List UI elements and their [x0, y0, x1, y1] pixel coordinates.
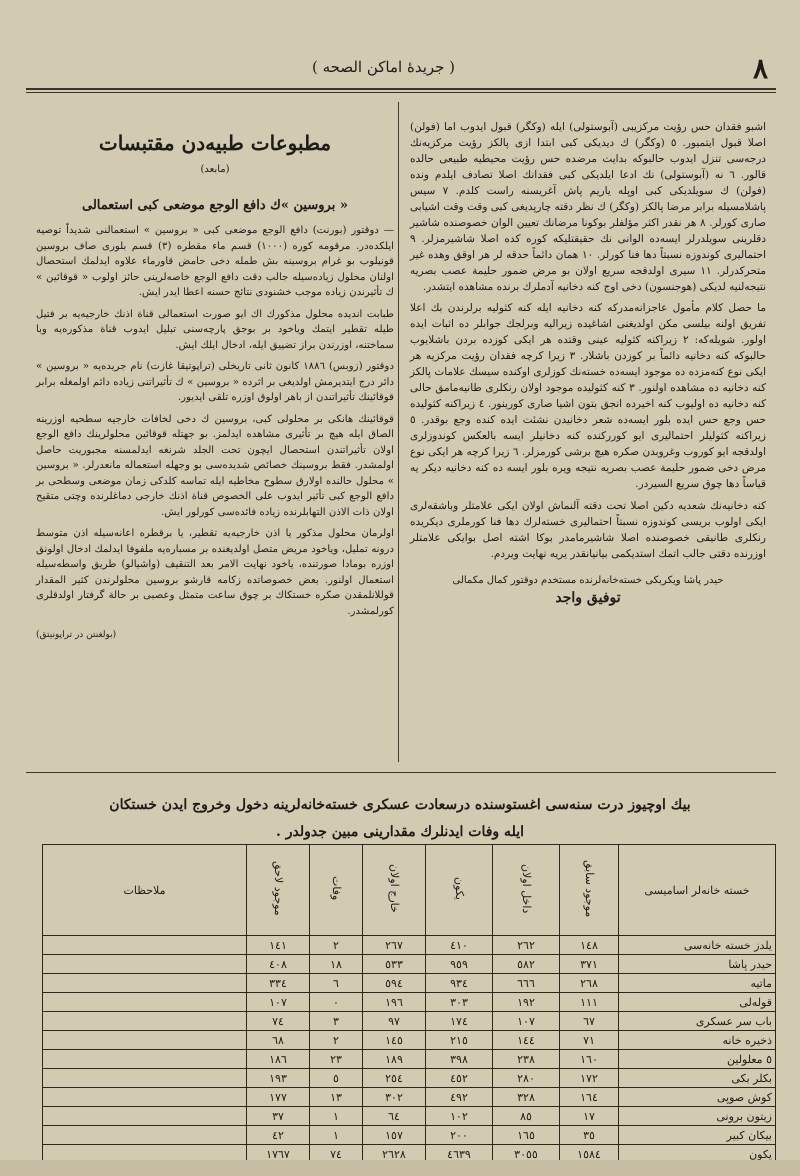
table-cell: ٥: [310, 1069, 363, 1088]
table-cell: [43, 1031, 247, 1050]
table-cell: ٧٤: [310, 1145, 363, 1164]
table-cell: ١٠٧: [493, 1012, 560, 1031]
table-cell: ٥٣٣: [363, 955, 426, 974]
table-cell: ٧١: [560, 1031, 619, 1050]
left-paragraph: دوقتور (زوبس) ١٨٨٦ كانون ثانى تاريخلى (تراپوتيقا غازت) نام جريده‌يه « بروسين » دائر درج ايتديرمش اولديغى بر اثرده « بروسين » ك تأثيراتنى زياده دائم اولمغله برابر قوقائينك تأثيراتندن از باهر اولوق اوزره تلقى ايديور.: [36, 361, 394, 404]
table-row: [43, 1088, 776, 1107]
table-cell: ١: [310, 1107, 363, 1126]
hospital-name-cell: يلدز خسته خانه‌سى: [619, 936, 776, 955]
column-header: داخل اولان: [493, 845, 560, 936]
table-cell: ١٧٧: [247, 1088, 310, 1107]
table-cell: ٩٥٩: [426, 955, 493, 974]
journal-title: ( جريدهٔ اماكن الصحه ): [312, 58, 456, 76]
article-note: (بولغنتن در تراپونيتق): [36, 630, 117, 641]
table-cell: ٦٦٦: [493, 974, 560, 993]
right-paragraph: اشبو فقدان حس رؤيت مركزيبى (آبوستولى) ايله (وكگر) قبول ايدوب اما (فولن) اصلا قبول ايتميور. ٥ (وكگر) ك دیدیکی کبی ابتدا ازی پالکز رؤيت مركزيه‌نك درجه‌سی تنزل ایدوب حالبوکه بدايت مرضده‌ حس رؤيت محيطيه طبيعى حالده قالور. ٦ نه (آبوستولى) نك ادعا ايلديكى كبى فقدانك اصلا تصادف ايلدم ونده (فولن) ك سويلديكى كبى اوپله ياريم پاش آغريسنه راست كلدم. ٧ سيس پاشلامسيله برابر مرضا پالكز (وكگر) ك نظر دقته چارپديغى كبى وقت وقت اشيابى صارى كورلر. ٨ هر نقدر اكثر مؤلفلر بوكونا مرضانك تعيين الوان خصوصنده شاشير دقلرينى سويلدرلر ايسه‌ده الوانى نك حقيقتليكه كوره‌ كده اصلا شاشيرمزلر. ٩ احتماليرى كوندوزه نسبتاً دها فنا كورلر. ١٠ همان دائماً حدقه‌ لر هر اوقق وهده غير متحركدرلر. ١١ سيرى اولدقجه سريع اولان بو مرض ضمور حليمة عصب بصريه نتيجه‌لنيه‌ لدیكى (هوجنسون) دخى اوج كنه دخانيه آدملرك برنده مشاهده ايتشدر.: [410, 121, 767, 293]
table-cell: ٩٣٤: [426, 974, 493, 993]
hospital-stats-table: [42, 844, 776, 1164]
table-row: [43, 993, 776, 1012]
table-cell: ٣٠٣: [426, 993, 493, 1012]
page-header: [0, 22, 800, 92]
table-row: [43, 1126, 776, 1145]
hospital-name-cell: يكون: [619, 1145, 776, 1164]
hospital-name-cell: حيدر پاشا: [619, 955, 776, 974]
table-cell: ٥٨٢: [493, 955, 560, 974]
column-header: ملاحظات: [43, 845, 247, 936]
table-cell: ١٩٦: [363, 993, 426, 1012]
table-row: [43, 1050, 776, 1069]
table-cell: ٤٠٨: [247, 955, 310, 974]
table-cell: ٢٣٨: [493, 1050, 560, 1069]
table-cell: ١٣: [310, 1088, 363, 1107]
table-cell: ١٧٦٧: [247, 1145, 310, 1164]
left-paragraph: — دوقتور (بورنت) دافع الوجع موضعى كبى « بروسين » استعمالنى شديداً توصيه ايلكده‌در. مرقومه كوره (١٠٠٠) قسم ماء مقطره (٣) قسم بلورى صاف بروسين قونيلوب بو غرام بروسينه بش طمله دخى حامض قاورماء علاوه ايدلمك استحصال اولنان محلول زياده‌سيله جالب دقت دافع الوجع خاصه‌لرينى حائز اولوب « قوقائين » ك تأثيرندن زياده موجب خشنودى نتائج حسنه اعطا ايدر ايش.: [36, 225, 394, 299]
left-paragraph: طبابت انديده محلول مذكورك اك ايو صورت استعمالى قناة اذنك خارجيه‌يه بر فتيل طيله تقطير ايتمك وياخود بر بوجق پارچه‌سنى تبليل ايدوب قناة مذكوره‌يه وبا سماختنه، اوزرندن براز تضييق ايله، ادخال ايلك ايش.: [36, 308, 394, 351]
table-cell: ١٦٠: [560, 1050, 619, 1069]
column-header: خارج اولان: [363, 845, 426, 936]
table-row: [43, 974, 776, 993]
table-row: [43, 955, 776, 974]
table-cell: [43, 974, 247, 993]
table-title-line: بيك اوچيوز درت سنه‌سى اغستوسنده درسعادت عسكرى خسته‌خانه‌لرينه دخول وخروج ايدن خستكان: [109, 797, 691, 813]
table-cell: ١٩٣: [247, 1069, 310, 1088]
column-divider: [398, 102, 399, 762]
left-paragraph: قوقائينك هانكى بر محلولى كبى، بروسين ك دخى لخافات خارجيه‌ سطحيه اوزرينه الصاق ايله هيچ بر تأثيرى مشاهده ايدلمز. بو جهتله قوقائين محلولرينك دافع الوجع اولان تأثيراتندن استحصال ايچون تحت الجلد شرنغه ايدلمسنه مجبوريت حاصل اولمشدر. فقط بروسينك خصائص شديده‌سى بو وجهله استعماله مانعدرلر. « بروسين » محلول حالنده اولارق سطوح مخاطيه ايله تماسه كلدكى زمان موضعى وسطحى بر دافع الوجع كبى تأثير ايدوب على الخصوص قناة اذنك خارجى دماغلرنده وچتى متقيح اولان ذات الاذن التهابلرنده زياده فائده‌سى كورلور ايش.: [36, 413, 394, 518]
table-cell: ٢٦٢: [493, 936, 560, 955]
table-cell: ١٠٢: [426, 1107, 493, 1126]
table-cell: ١٤٤: [493, 1031, 560, 1050]
hospital-name-cell: ٥ معلولين: [619, 1050, 776, 1069]
table-row: [43, 1069, 776, 1088]
table-cell: ٢٠٠: [426, 1126, 493, 1145]
table-cell: ٢٣: [310, 1050, 363, 1069]
section-rule: [26, 772, 776, 773]
table-row: [43, 936, 776, 955]
table-cell: ١٤١: [247, 936, 310, 955]
table-cell: ١٧: [560, 1107, 619, 1126]
table-cell: ١٨٩: [363, 1050, 426, 1069]
page-bottom-edge: [0, 1160, 800, 1176]
table-cell: ٤٥٢: [426, 1069, 493, 1088]
column-header: موجود سابق: [560, 845, 619, 936]
table-cell: ١١١: [560, 993, 619, 1012]
table-cell: [43, 1069, 247, 1088]
table-title: [30, 792, 770, 845]
table-cell: ١٨٦: [247, 1050, 310, 1069]
table-cell: ٢٦٢٨: [363, 1145, 426, 1164]
table-cell: ٢٦٧: [363, 936, 426, 955]
hospital-name-cell: زيتون برونى: [619, 1107, 776, 1126]
hospital-name-cell: كوش صوپى: [619, 1088, 776, 1107]
table-cell: ٢: [310, 1031, 363, 1050]
right-paragraph: كنه دخانيه‌نك شعديه دكين اصلا تحت دقته آلنماش اولان ايكى علامتلر وباشقه‌لرى ايكى اولوب بريسى كوندوزه نسبتاً احتماليرى خستەلرك دها فنا كورملرى ديكريده رنكلرى طانيقى خصوصنده اصلا شاشيرمامدر بوكا اشته اصل بوايكى علامتلر اوزرنده دقتى جالب اتمك استديكمى بيانيانقدر يريه نهايت ويردم.: [410, 499, 766, 560]
table-cell: ٢١٥: [426, 1031, 493, 1050]
right-paragraph: ما حصل كلام مأمول عاجزانه‌مدركه كنه دخانيه ايله كنه كثوليه برلرندن بك اعلا تفريق اولنه بيلسى مكن اولدیغنى اشاغیده زيراليه وبرلجك‌ جوابلر ده اثبات ايده اولور. شويله‌كه: ٢ زيراكنه كثوليه عينى وقتده هر ايكى كوزده بردن باشلايوب حالبوكه كنه دخانيه دائماً بر كوزدن باشلار. ٣ زيرا كرچه فقدان رؤيت مركزيه هر ايكى نوع كنه‌مزده‌ ده موجود ايسه‌ده خستەنك كوزلرى اوكنده سيسك علامات پالكز كنه دخانيه ده مشاهده اولنور. ٣ كنه كثوليده موجود اولان رنكلرى طانيه‌مامق حالى كنه دخانيه ده اوليوب كنه اخيرده انجق بتون اشيا صارى كورينور. ٤ زيراكنه كثوليده حس وجع حس ايده‌ بلور ايسه‌ده شعر دخانيدن نشئت ايده كنده وجع بوقدر. ٥ زيراكنه كثوليلر احتماليرى ايو كورركنده كنه دخانيلر ايسه بالعكس كوندوزلرى اولدقجه ايو كوروب وغروبدن صكره هيچ برشى كورمزلر. ٦ زيرا كرچه هر ايكى نوع مرض دخى ضمور حليمة عصب بصريه نتيجه ويره‌ بلور ايسه‌ ده كنه دخانيه ديكر يه قياساً دها چوق سريع السيردر.: [410, 302, 766, 490]
header-rule: [26, 88, 776, 90]
table-cell: [43, 1088, 247, 1107]
table-cell: ٢٨٠: [493, 1069, 560, 1088]
article-subtitle: (مابعد): [200, 164, 230, 176]
table-header-row: [43, 845, 776, 936]
header-rule-thin: [26, 92, 776, 93]
table-cell: [43, 1012, 247, 1031]
column-header: يكون: [426, 845, 493, 936]
signature-title: حيدر پاشا ويكربكى خسته‌خانه‌لرنده مستخدم دوقتور كمال مكمالى: [452, 574, 724, 586]
table-cell: [43, 955, 247, 974]
table-cell: ١٥٨٤: [560, 1145, 619, 1164]
table-cell: ١٥٧: [363, 1126, 426, 1145]
table-cell: ٤٢: [247, 1126, 310, 1145]
hospital-name-cell: ماتيه: [619, 974, 776, 993]
hospital-name-cell: ذخيره خانه: [619, 1031, 776, 1050]
table-cell: ٢٥٤: [363, 1069, 426, 1088]
column-header: خسته خانه‌لر اساميسى: [619, 845, 776, 936]
table-cell: ١٠٧: [247, 993, 310, 1012]
table-cell: ١٧٤: [426, 1012, 493, 1031]
table-cell: ١٩٢: [493, 993, 560, 1012]
right-column-article: [410, 120, 766, 609]
hospital-name-cell: باب سر عسكرى: [619, 1012, 776, 1031]
table-cell: [43, 1126, 247, 1145]
left-paragraph: اولرمان محلول مذكور يا اذن خارجيه‌يه تقطير، يا برقطره اعانه‌سيله اذن متوسط درونه تمليل، وياخود مريض متصل اولديغنده بر مسباره‌يه ملفوفا ايدلمك ادخال اولونق اوزره بومادا صورتنده، ياخود نهايت الامر بعد التنقيف (واشيالو) طريق واسطه‌سيله استعمال اولنور. بعض خصوصاتده زكامه قارشو بروسين محلولرندن كثير المقدار قوللانلمقدن صكره خستكاك بر چوق ساعت متمثل وعصبى بر حالة گرفتار اولدقلرى كورلمشدر.: [36, 528, 394, 617]
table-cell: ٦: [310, 974, 363, 993]
table-cell: [43, 936, 247, 955]
table-cell: ٣: [310, 1012, 363, 1031]
hospital-name-cell: قوله‌لى: [619, 993, 776, 1012]
table-cell: ١: [310, 1126, 363, 1145]
table-cell: ٤٦٣٩: [426, 1145, 493, 1164]
table-cell: [43, 993, 247, 1012]
table-cell: ٣٢٨: [493, 1088, 560, 1107]
table-cell: ٩٧: [363, 1012, 426, 1031]
hospital-name-cell: بيكان كبير: [619, 1126, 776, 1145]
article-title: مطبوعات طبيه‌دن مقتبسات: [98, 131, 332, 155]
table-row: [43, 1012, 776, 1031]
table-cell: ٣٠٢: [363, 1088, 426, 1107]
column-header: وفات: [310, 845, 363, 936]
column-header: موجود لاحق: [247, 845, 310, 936]
table-cell: ١٤٨: [560, 936, 619, 955]
table-cell: ٨٥: [493, 1107, 560, 1126]
table-cell: ٢: [310, 936, 363, 955]
table-cell: ٥٩٤: [363, 974, 426, 993]
table-cell: [43, 1107, 247, 1126]
page-number: ٨: [752, 52, 768, 85]
table-cell: ٣٣٤: [247, 974, 310, 993]
table-cell: ١٧٢: [560, 1069, 619, 1088]
signature-name: توفيق واجد: [555, 589, 621, 606]
table-cell: ٣٩٨: [426, 1050, 493, 1069]
table-cell: ١٦٥: [493, 1126, 560, 1145]
table-cell: ٣٥: [560, 1126, 619, 1145]
table-cell: ٤١٠: [426, 936, 493, 955]
table-cell: ٧٤: [247, 1012, 310, 1031]
left-column-article: [36, 120, 394, 643]
table-cell: ٣٧: [247, 1107, 310, 1126]
table-row: [43, 1107, 776, 1126]
table-cell: ٦٧: [560, 1012, 619, 1031]
hospital-name-cell: بكلر بكى: [619, 1069, 776, 1088]
table-cell: ١٤٥: [363, 1031, 426, 1050]
table-cell: ١٨: [310, 955, 363, 974]
table-cell: ٢٦٨: [560, 974, 619, 993]
table-cell: ٦٨: [247, 1031, 310, 1050]
table-cell: ٤٩٢: [426, 1088, 493, 1107]
article-heading: « بروسين »ك دافع الوجع موضعى كبى استعمالى: [82, 197, 348, 213]
table-title-line: ايله وفات ايدنلرك مقدارينى مبين جدولدر .: [276, 823, 524, 840]
table-cell: ٣٠٥٥: [493, 1145, 560, 1164]
table-cell: ١٦٤: [560, 1088, 619, 1107]
table-cell: ٠: [310, 993, 363, 1012]
table-row: [43, 1031, 776, 1050]
table-cell: ٦٤: [363, 1107, 426, 1126]
table-cell: ٣٧١: [560, 955, 619, 974]
table-cell: [43, 1050, 247, 1069]
